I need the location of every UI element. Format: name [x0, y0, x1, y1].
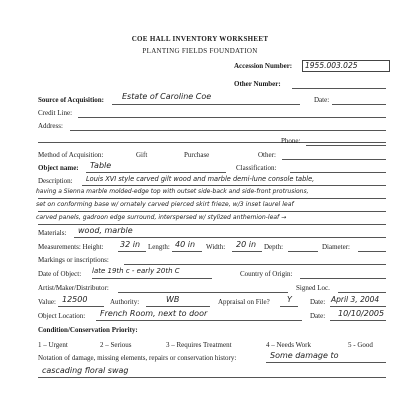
form-subtitle: PLANTING FIELDS FOUNDATION	[142, 47, 258, 55]
notation-field-2[interactable]	[38, 377, 386, 378]
country-field[interactable]	[300, 278, 386, 279]
priority-good[interactable]: 5 - Good	[348, 341, 373, 349]
date-of-object-value: late 19th c - early 20th C	[92, 267, 180, 275]
location-label: Object Location:	[38, 312, 86, 320]
accession-label: Accession Number:	[234, 62, 293, 70]
phone-field[interactable]	[306, 145, 386, 146]
materials-label: Materials:	[38, 229, 67, 237]
accession-field[interactable]	[302, 60, 390, 72]
diameter-field[interactable]	[358, 251, 386, 252]
location-value: French Room, next to door	[100, 309, 208, 318]
other-number-label: Other Number:	[234, 80, 281, 88]
notation-field-1[interactable]	[266, 362, 386, 363]
appraisal-label: Appraisal on File?	[218, 298, 270, 306]
appraisal-date-label: Date:	[310, 298, 326, 306]
description-text-3: set on conforming base w/ ornately carved pierced skirt frieze, w/3 inset laurel leaf	[36, 201, 294, 208]
description-text-2: having a Sienna marble molded-edge top with outset side-back and side-front protrusions,	[36, 188, 309, 195]
object-name-label: Object name:	[38, 164, 79, 172]
artist-label: Artist/Maker/Distributor:	[38, 284, 109, 292]
form-title: COE HALL INVENTORY WORKSHEET	[131, 35, 269, 43]
value-field[interactable]	[58, 306, 104, 307]
signed-label: Signed Loc.	[296, 284, 330, 292]
appraisal-date-value: April 3, 2004	[331, 295, 380, 304]
width-value: 20 in	[236, 240, 257, 249]
value-label: Value:	[38, 298, 56, 306]
location-field[interactable]	[96, 320, 302, 321]
credit-line-label: Credit Line:	[38, 109, 73, 117]
priority-needs-work[interactable]: 4 – Needs Work	[266, 341, 311, 349]
description-text-4: carved panels, gadroon edge surround, interspersed w/ stylized anthemion-leaf →	[36, 214, 287, 221]
depth-label: Depth:	[264, 243, 284, 251]
source-value: Estate of Caroline Coe	[122, 92, 212, 101]
description-line-4[interactable]	[38, 224, 386, 225]
condition-title: Condition/Conservation Priority:	[38, 326, 138, 334]
length-label: Length:	[148, 243, 170, 251]
description-line-3[interactable]	[38, 211, 386, 212]
height-value: 32 in	[120, 240, 141, 249]
height-field[interactable]	[118, 251, 146, 252]
object-name-field[interactable]	[86, 172, 226, 173]
source-label: Source of Acquisition:	[38, 96, 104, 104]
markings-label: Markings or inscriptions:	[38, 256, 109, 264]
description-line-1[interactable]	[82, 185, 386, 186]
notation-label: Notation of damage, missing elements, repairs or conservation history:	[38, 354, 237, 362]
object-name-value: Table	[90, 161, 112, 170]
width-label: Width:	[206, 243, 226, 251]
method-other-field[interactable]	[282, 159, 386, 160]
notation-value-1: Some damage to	[270, 351, 339, 360]
length-value: 40 in	[175, 240, 196, 249]
phone-label: Phone:	[281, 137, 301, 145]
measurements-label: Measurements: Height:	[38, 243, 104, 251]
address-label: Address:	[38, 122, 63, 130]
appraisal-value: Y	[287, 295, 292, 304]
priority-urgent[interactable]: 1 – Urgent	[38, 341, 68, 349]
priority-serious[interactable]: 2 – Serious	[100, 341, 132, 349]
appraisal-field[interactable]	[280, 306, 298, 307]
classification-label: Classification:	[236, 164, 277, 172]
method-gift-option[interactable]: Gift	[136, 151, 148, 159]
source-date-label: Date:	[314, 96, 330, 104]
materials-value: wood, marble	[78, 226, 133, 235]
accession-value: 1955.003.025	[305, 61, 358, 70]
date-of-object-label: Date of Object:	[38, 270, 82, 278]
method-other-option[interactable]: Other:	[258, 151, 276, 159]
source-field[interactable]	[112, 104, 300, 105]
description-line-2[interactable]	[38, 198, 386, 199]
authority-field[interactable]	[146, 306, 210, 307]
authority-label: Authority:	[110, 298, 140, 306]
location-date-value: 10/10/2005	[338, 309, 385, 318]
length-field[interactable]	[172, 251, 202, 252]
notation-value-2: cascading floral swag	[42, 366, 129, 375]
location-date-label: Date:	[310, 312, 326, 320]
source-date-field[interactable]	[332, 104, 386, 105]
diameter-label: Diameter:	[322, 243, 350, 251]
location-date-field[interactable]	[330, 320, 386, 321]
priority-requires-treatment[interactable]: 3 – Requires Treatment	[166, 341, 232, 349]
markings-field[interactable]	[124, 264, 386, 265]
date-of-object-field[interactable]	[92, 278, 212, 279]
country-label: Country of Origin:	[240, 270, 293, 278]
description-label: Description:	[38, 177, 73, 185]
method-purchase-option[interactable]: Purchase	[184, 151, 210, 159]
method-label: Method of Acquisition:	[38, 151, 104, 159]
credit-line-field[interactable]	[78, 117, 386, 118]
materials-field[interactable]	[74, 237, 386, 238]
authority-value: WB	[166, 295, 180, 304]
signed-field[interactable]	[338, 292, 386, 293]
classification-field[interactable]	[290, 172, 386, 173]
value-value: 12500	[62, 295, 88, 304]
other-number-field[interactable]	[292, 88, 386, 89]
depth-field[interactable]	[288, 251, 318, 252]
description-text-1: Louis XVI style carved gilt wood and marble demi-lune console table,	[86, 175, 315, 183]
address-field-2[interactable]	[38, 142, 386, 143]
address-field[interactable]	[70, 130, 386, 131]
width-field[interactable]	[232, 251, 262, 252]
artist-field[interactable]	[118, 292, 288, 293]
appraisal-date-field[interactable]	[330, 306, 386, 307]
